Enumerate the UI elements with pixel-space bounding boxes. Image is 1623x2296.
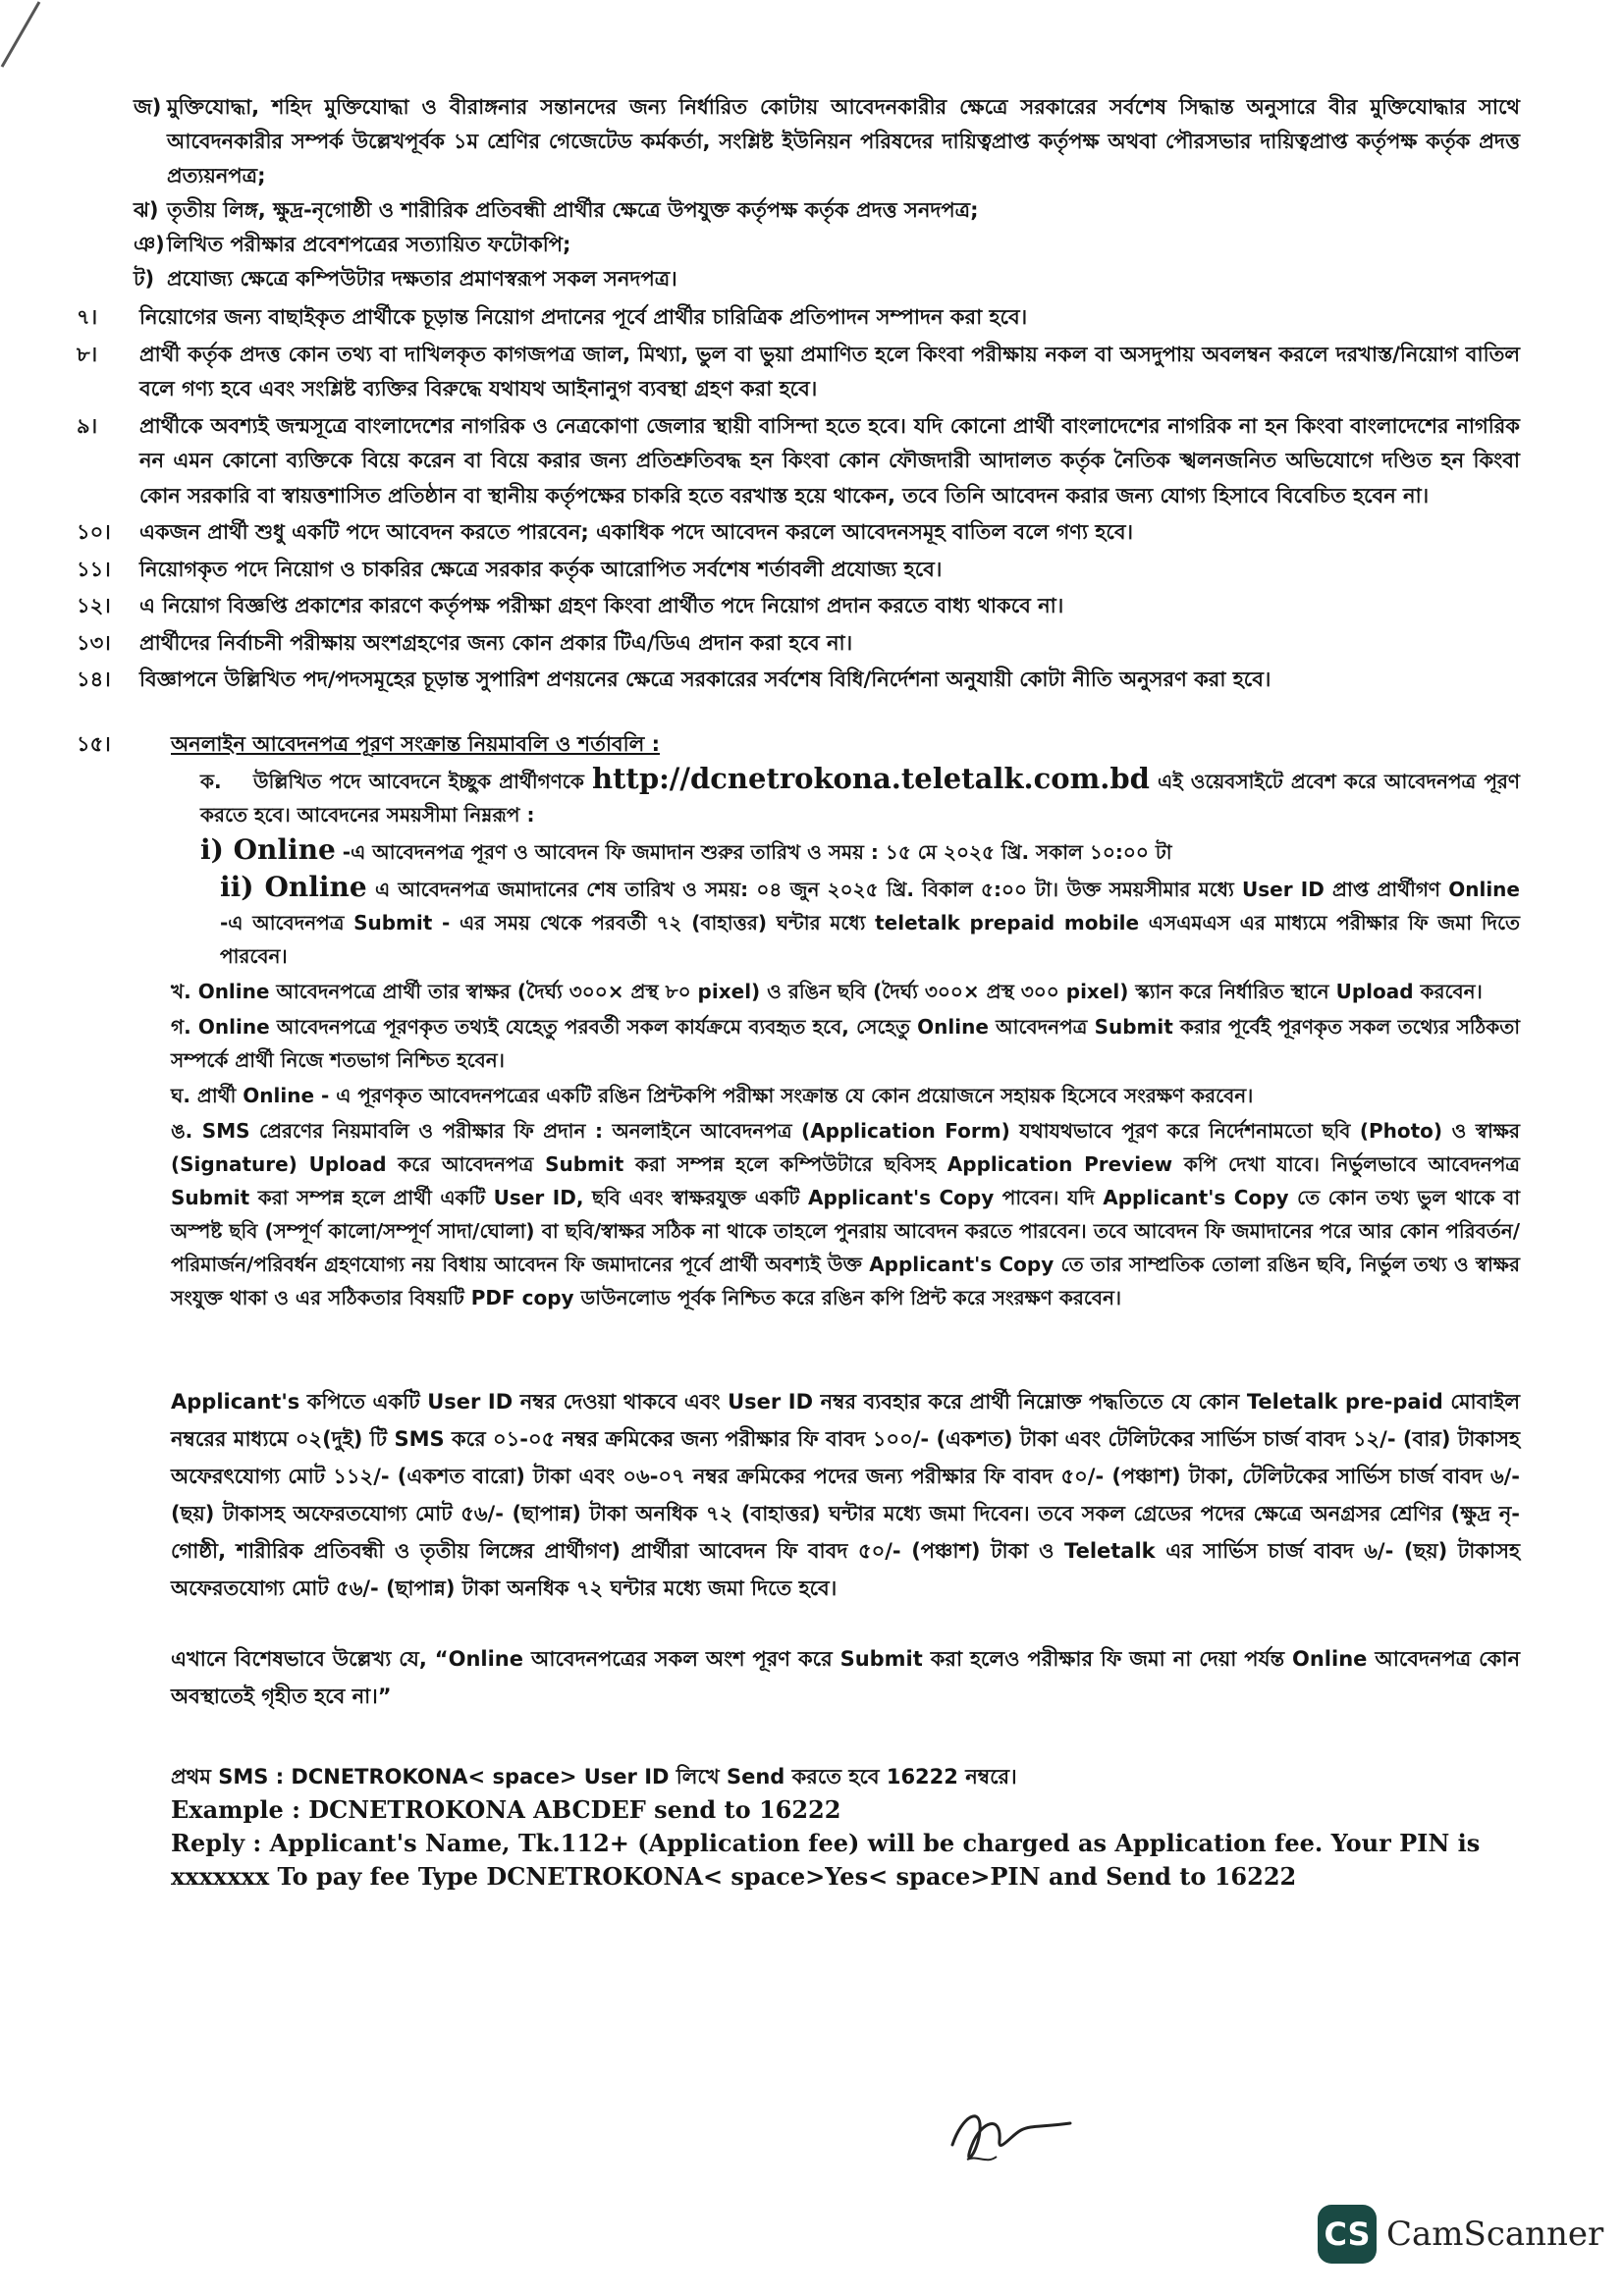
clause-13 — [77, 626, 1520, 662]
sub-item-ja — [77, 90, 1520, 193]
sub-item-marker: ঝ) — [134, 198, 159, 222]
clause-number: ১১। — [77, 557, 111, 581]
clause-number: ৮। — [77, 342, 98, 366]
sms-instructions — [77, 1760, 1520, 1894]
fee-paragraph: Applicant's কপিতে একটি User ID নম্বর দেওয়া থাকবে এবং User ID নম্বর ব্যবহার করে প্রার্থী নিম্নোক্ত পদ্ধতিতে যে কোন Teletalk pre-paid মোবাইল নম্বরের মাধ্যমে ০২(দুই) টি SMS করে ০১-০৫ নম্বর ক্রমিকের জন্য পরীক্ষার ফি বাবদ ১০০/- (একশত) টাকা এবং টেলিটকের সার্ভিস চার্জ বাবদ ১২/- (বার) টাকাসহ অফেরৎযোগ্য মোট ১১২/- (একশত বারো) টাকা এবং ০৬-০৭ নম্বর ক্রমিকের পদের জন্য পরীক্ষার ফি বাবদ ৫০/- (পঞ্চাশ) টাকা, টেলিটকের সার্ভিস চার্জ বাবদ ৬/- (ছয়) টাকাসহ অফেরতযোগ্য মোট ৫৬/- (ছাপান্ন) টাকা অনধিক ৭২ (বাহাত্তর) ঘন্টার মধ্যে জমা দিবেন। তবে সকল গ্রেডের পদের ক্ষেত্রে অনগ্রসর শ্রেণির (ক্ষুদ্র নৃ-গোষ্ঠী, শারীরিক প্রতিবন্ধী ও তৃতীয় লিঙ্গের প্রার্থীগণ) প্রার্থীরা আবেদন ফি বাবদ ৫০/- (পঞ্চাশ) টাকা ও Teletalk এর সার্ভিস চার্জ বাবদ ৬/- (ছয়) টাকাসহ অফেরতযোগ্য মোট ৫৬/- (ছাপান্ন) টাকা অনধিক ৭২ ঘন্টার মধ্যে জমা দিতে হবে। — [171, 1389, 1520, 1600]
scan-edge-line — [0, 0, 69, 69]
sub-item-nya — [77, 228, 1520, 262]
sub-item-kha: খ. Online আবেদনপত্রে প্রার্থী তার স্বাক্ষর (দৈর্ঘ্য ৩০০× প্রস্থ ৮০ pixel) ও রঙিন ছবি (দৈর্ঘ্য ৩০০× প্রস্থ ৩০০ pixel) স্ক্যান করে নির্ধারিত স্থানে Upload করবেন। — [171, 979, 1483, 1003]
sms-example: Example : DCNETROKONA ABCDEF send to 16222 — [171, 1794, 841, 1824]
sms-first: প্রথম SMS : DCNETROKONA< space> User ID লিখে Send করতে হবে 16222 নম্বরে। — [171, 1764, 1017, 1789]
clause-text: প্রার্থী কর্তৃক প্রদত্ত কোন তথ্য বা দাখিলকৃত কাগজপত্র জাল, মিথ্যা, ভুল বা ভুয়া প্রমাণিত হলে কিংবা পরীক্ষায় নকল বা অসদুপায় অবলম্বন করলে দরখাস্ত/নিয়োগ বাতিল বলে গণ্য হবে এবং সংশ্লিষ্ট ব্যক্তির বিরুদ্ধে যথাযথ আইনানুগ ব্যবস্থা গ্রহণ করা হবে। — [139, 342, 1520, 400]
clause-number: ১০। — [77, 520, 111, 544]
schedule-end — [171, 871, 1520, 973]
clause-12 — [77, 589, 1520, 624]
sub-item-marker: ঞ) — [134, 233, 165, 256]
sub-item-ga: গ. Online আবেদনপত্রে পূরণকৃত তথ্যই যেহেতু পরবর্তী সকল কার্যক্রমে ব্যবহৃত হবে, সেহেতু Online আবেদনপত্র Submit করার পূর্বেই পূরণকৃত সকল তথ্যের সঠিকতা সম্পর্কে প্রার্থী নিজে শতভাগ নিশ্চিত হবেন। — [171, 1014, 1520, 1072]
clause-text: এ নিয়োগ বিজ্ঞপ্তি প্রকাশের কারণে কর্তৃপক্ষ পরীক্ষা গ্রহণ কিংবা প্রার্থীত পদে নিয়োগ প্রদান করতে বাধ্য থাকবে না। — [139, 594, 1064, 617]
sub-item-text: তৃতীয় লিঙ্গ, ক্ষুদ্র-নৃগোষ্ঠী ও শারীরিক প্রতিবন্ধী প্রার্থীর ক্ষেত্রে উপযুক্ত কর্তৃপক্ষ কর্তৃক প্রদত্ত সনদপত্র; — [167, 198, 979, 222]
schedule-text: -এ আবেদনপত্র পূরণ ও আবেদন ফি জমাদান শুরুর তারিখ ও সময় : ১৫ মে ২০২৫ খ্রি. সকাল ১০:০০ টা — [342, 839, 1172, 864]
clause-number: ১৫। — [77, 731, 111, 756]
clause-number: ৭। — [77, 305, 98, 329]
clause-text: নিয়োগকৃত পদে নিয়োগ ও চাকরির ক্ষেত্রে সরকার কর্তৃক আরোপিত সর্বশেষ শর্তাবলী প্রযোজ্য হবে। — [139, 557, 943, 581]
sub-item-text: লিখিত পরীক্ষার প্রবেশপত্রের সত্যায়িত ফটোকপি; — [167, 233, 571, 256]
document-page — [77, 90, 1520, 1894]
clause-10 — [77, 515, 1520, 551]
clause-8 — [77, 338, 1520, 407]
clause-text: প্রার্থীদের নির্বাচনী পরীক্ষায় অংশগ্রহণের জন্য কোন প্রকার টিএ/ডিএ প্রদান করা হবে না। — [139, 630, 853, 655]
schedule-text: এ আবেদনপত্র জমাদানের শেষ তারিখ ও সময়: ০৪ জুন ২০২৫ খ্রি. বিকাল ৫:০০ টা। উক্ত সময়সীমার মধ্যে User ID প্রাপ্ত প্রার্থীগণ Online -এ আবেদনপত্র Submit - এর সময় থেকে পরবর্তী ৭২ (বাহাত্তর) ঘন্টার মধ্যে teletalk prepaid mobile এসএমএস এর মাধ্যমে পরীক্ষার ফি জমা দিতে পারবেন। — [220, 877, 1520, 968]
sub-item-ka — [171, 762, 1520, 831]
clause-11 — [77, 553, 1520, 588]
schedule-label: i) Online — [200, 832, 336, 866]
sub-item-jha — [77, 193, 1520, 228]
sub-item-text: এই ওয়েবসাইটে প্রবেশ করে আবেদনপত্র পূরণ করতে হবে। আবেদনের সময়সীমা নিম্নরূপ : — [200, 769, 1520, 827]
sms-reply: Reply : Applicant's Name, Tk.112+ (Application fee) will be charged as Application fee. Your PIN is xxxxxxx To pay fee Type DCNETROKONA< space>Yes< space>PIN and Send to 16222 — [171, 1828, 1481, 1891]
clause-15-heading — [77, 727, 1520, 762]
sub-item-text: প্রযোজ্য ক্ষেত্রে কম্পিউটার দক্ষতার প্রমাণস্বরূপ সকল সনদপত্র। — [167, 267, 677, 291]
note-paragraph: এখানে বিশেষভাবে উল্লেখ্য যে, “Online আবেদনপত্রের সকল অংশ পূরণ করে Submit করা হলেও পরীক্ষার ফি জমা না দেয়া পর্যন্ত Online আবেদনপত্র কোন অবস্থাতেই গৃহীত হবে না।” — [171, 1646, 1520, 1708]
clause-number: ১৪। — [77, 667, 111, 691]
sub-item-marker: জ) — [134, 95, 162, 119]
clause-number: ৯। — [77, 413, 98, 438]
sub-item-marker: ক. — [200, 769, 222, 793]
clause-9 — [77, 409, 1520, 514]
camscanner-name: CamScanner — [1386, 2215, 1604, 2254]
sub-item-gha: ঘ. প্রার্থী Online - এ পূরণকৃত আবেদনপত্রের একটি রঙিন প্রিন্টকপি পরীক্ষা সংক্রান্ত যে কোন প্রয়োজনে সহায়ক হিসেবে সংরক্ষণ করবেন। — [171, 1083, 1254, 1107]
schedule-start — [171, 833, 1520, 869]
clause-text: একজন প্রার্থী শুধু একটি পদে আবেদন করতে পারবেন; একাধিক পদে আবেদন করলে আবেদনসমূহ বাতিল বলে গণ্য হবে। — [139, 520, 1134, 544]
clause-7 — [77, 300, 1520, 336]
sub-item-marker: ট) — [134, 267, 155, 291]
sub-item-umo: ঙ. SMS প্রেরণের নিয়মাবলি ও পরীক্ষার ফি প্রদান : অনলাইনে আবেদনপত্র (Application Form) যথাযথভাবে পূরণ করে নির্দেশনামতো ছবি (Photo) ও স্বাক্ষর (Signature) Upload করে আবেদনপত্র Submit করা সম্পন্ন হলে কম্পিউটারে ছবিসহ Application Preview কপি দেখা যাবে। নির্ভুলভাবে আবেদনপত্র Submit করা সম্পন্ন হলে প্রার্থী একটি User ID, ছবি এবং স্বাক্ষরযুক্ত একটি Applicant's Copy পাবেন। যদি Applicant's Copy তে কোন তথ্য ভুল থাকে বা অস্পষ্ট ছবি (সম্পূর্ণ কালো/সম্পূর্ণ সাদা/ঘোলা) বা ছবি/স্বাক্ষর সঠিক না থাকে তাহলে পুনরায় আবেদন করতে পারবেন। তবে আবেদন ফি জমাদানের পরে আর কোন পরিবর্তন/পরিমার্জন/পরিবর্ধন গ্রহণযোগ্য নয় বিধায় আবেদন ফি জমাদানের পূর্বে প্রার্থী অবশ্যই উক্ত Applicant's Copy তে তার সাম্প্রতিক তোলা রঙিন ছবি, নির্ভুল তথ্য ও স্বাক্ষর সংযুক্ত থাকা ও এর সঠিকতার বিষয়টি PDF copy ডাউনলোড পূর্বক নিশ্চিত করে রঙিন কপি প্রিন্ট করে সংরক্ষণ করবেন। — [171, 1118, 1520, 1309]
signature-image — [943, 2086, 1080, 2174]
clause-number: ১৩। — [77, 630, 111, 655]
section-title: অনলাইন আবেদনপত্র পূরণ সংক্রান্ত নিয়মাবলি ও শর্তাবলি : — [171, 731, 660, 756]
sub-item-text: উল্লিখিত পদে আবেদনে ইচ্ছুক প্রার্থীগণকে — [252, 769, 584, 793]
clause-text: বিজ্ঞাপনে উল্লিখিত পদ/পদসমূহের চূড়ান্ত সুপারিশ প্রণয়নের ক্ষেত্রে সরকারের সর্বশেষ বিধি/নির্দেশনা অনুযায়ী কোটা নীতি অনুসরণ করা হবে। — [139, 667, 1271, 691]
application-url-link[interactable]: http://dcnetrokona.teletalk.com.bd — [591, 761, 1150, 795]
sub-item-text: মুক্তিযোদ্ধা, শহিদ মুক্তিযোদ্ধা ও বীরাঙ্গনার সন্তানদের জন্য নির্ধারিত কোটায় আবেদনকারীর ক্ষেত্রে সরকারের সর্বশেষ সিদ্ধান্ত অনুসারে বীর মুক্তিযোদ্ধার সাথে আবেদনকারীর সম্পর্ক উল্লেখপূর্বক ১ম শ্রেণির গেজেটেড কর্মকর্তা, সংশ্লিষ্ট ইউনিয়ন পরিষদের দায়িত্বপ্রাপ্ত কর্তৃপক্ষ অথবা পৌরসভার দায়িত্বপ্রাপ্ত কর্তৃপক্ষ কর্তৃক প্রদত্ত প্রত্যয়নপত্র; — [167, 95, 1520, 187]
camscanner-watermark — [1318, 2203, 1603, 2266]
camscanner-logo: CS — [1318, 2205, 1377, 2264]
clause-text: নিয়োগের জন্য বাছাইকৃত প্রার্থীকে চূড়ান্ত নিয়োগ প্রদানের পূর্বে প্রার্থীর চারিত্রিক প্রতিপাদন সম্পাদন করা হবে। — [139, 305, 1028, 329]
sub-item-ta — [77, 262, 1520, 296]
clause-14 — [77, 663, 1520, 698]
schedule-label: ii) Online — [220, 870, 367, 903]
clause-15-body — [77, 762, 1520, 1314]
clause-number: ১২। — [77, 594, 111, 617]
clause-text: প্রার্থীকে অবশ্যই জন্মসূত্রে বাংলাদেশের নাগরিক ও নেত্রকোণা জেলার স্থায়ী বাসিন্দা হতে হবে। যদি কোনো প্রার্থী বাংলাদেশের নাগরিক না হন কিংবা বাংলাদেশের নাগরিক নন এমন কোনো ব্যক্তিকে বিয়ে করেন বা বিয়ে করার জন্য প্রতিশ্রুতিবদ্ধ হন কিংবা কোন ফৌজদারী আদালত কর্তৃক নৈতিক স্খলনজনিত অভিযোগে দণ্ডিত হন কিংবা কোন সরকারি বা স্বায়ত্তশাসিত প্রতিষ্ঠান বা স্থানীয় কর্তৃপক্ষের চাকরি হতে বরখাস্ত হয়ে থাকেন, তবে তিনি আবেদন করার জন্য যোগ্য হিসাবে বিবেচিত হবেন না। — [139, 413, 1520, 507]
